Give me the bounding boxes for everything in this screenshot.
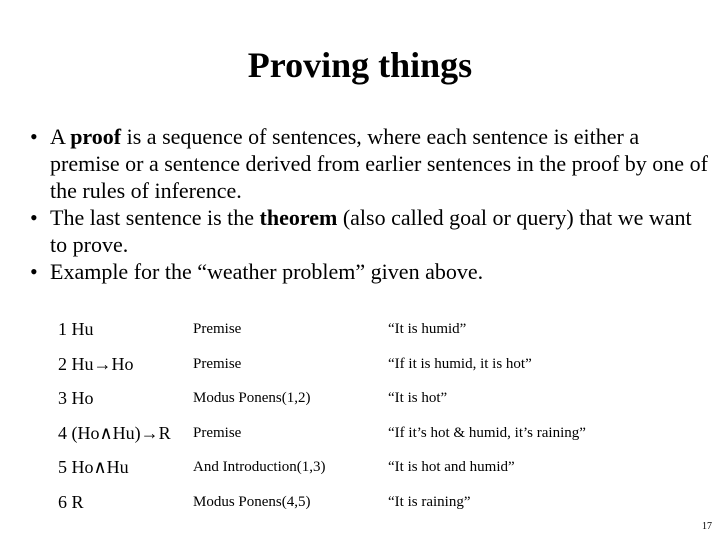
proof-table <box>58 314 698 521</box>
proof-row <box>58 452 698 487</box>
proof-row <box>58 314 698 349</box>
proof-row <box>58 418 698 453</box>
proof-english: “It is raining” <box>388 493 471 510</box>
bullet-text-start: Example for the “weather problem” given above. <box>50 259 484 284</box>
proof-row <box>58 349 698 384</box>
proof-rule: And Introduction(1,3) <box>193 459 326 475</box>
bullet-proof-definition <box>30 123 710 204</box>
proof-rule: Premise <box>193 355 242 372</box>
proof-step: 6 R <box>58 491 84 512</box>
proof-row <box>58 487 698 522</box>
proof-english: “If it is humid, it is hot” <box>388 355 532 372</box>
bullet-marker: • <box>30 124 38 149</box>
bullet-list <box>30 123 710 285</box>
proof-english: “It is humid” <box>388 321 467 337</box>
proof-rule: Premise <box>193 424 242 441</box>
proof-step: 5 Ho∧Hu <box>58 457 129 477</box>
proof-step: 4 (Ho∧Hu)→R <box>58 422 171 443</box>
bullet-marker: • <box>30 205 38 230</box>
proof-rule: Modus Ponens(4,5) <box>193 493 311 510</box>
bullet-marker: • <box>30 259 38 284</box>
proof-rule: Premise <box>193 321 242 337</box>
bullet-text-rest: (also called goal or query) that we want to prove. <box>50 205 692 257</box>
proof-step: 2 Hu→Ho <box>58 353 134 374</box>
proof-english: “It is hot” <box>388 390 448 406</box>
proof-english: “If it’s hot & humid, it’s raining” <box>388 424 586 441</box>
bullet-theorem-definition <box>30 204 710 258</box>
slide-title: Proving things <box>247 45 473 85</box>
bullet-text-rest: is a sequence of sentences, where each sentence is either a premise or a sentence derived from earlier sentences in the proof by one of the rules of inference. <box>50 124 708 203</box>
proof-step: 1 Hu <box>58 319 94 339</box>
bullet-text-start: The last sentence is the <box>50 205 260 230</box>
bullet-text-start: A <box>50 124 71 149</box>
proof-step: 3 Ho <box>58 388 94 408</box>
proof-rule: Modus Ponens(1,2) <box>193 390 311 406</box>
page-number: 17 <box>702 521 712 532</box>
bold-term-proof: proof <box>70 124 122 149</box>
proof-english: “It is hot and humid” <box>388 459 515 475</box>
proof-row <box>58 383 698 418</box>
bold-term-theorem: theorem <box>259 205 338 230</box>
bullet-example <box>30 258 710 285</box>
